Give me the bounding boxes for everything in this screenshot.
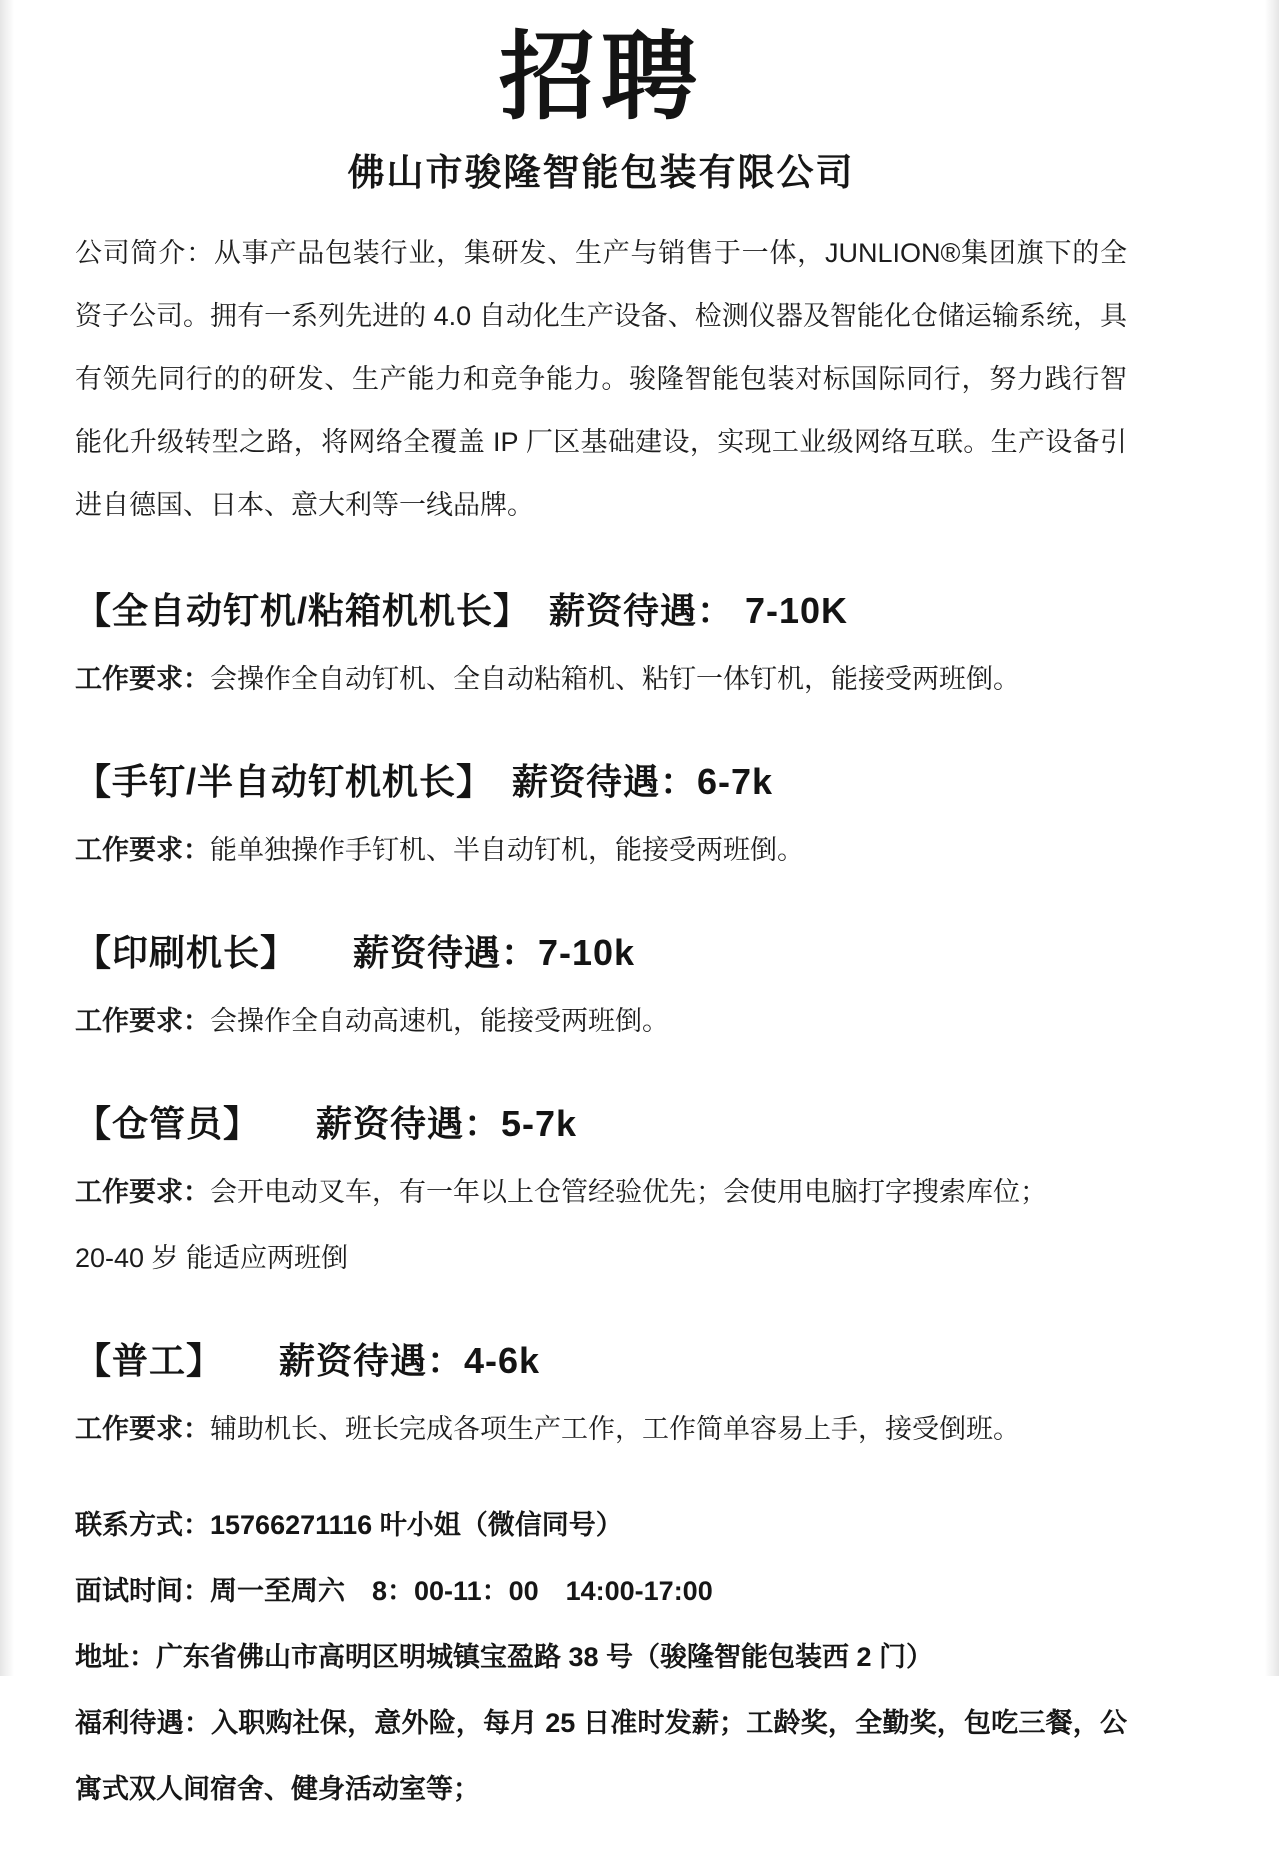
page-title: 招聘 bbox=[499, 24, 703, 131]
requirement-text: 会操作全自动高速机，能接受两班倒。 bbox=[210, 1005, 669, 1036]
job-requirement-continued bbox=[75, 1241, 1127, 1275]
job-section-warehouse-keeper bbox=[75, 1096, 1127, 1275]
job-title: 【仓管员】 薪资待遇：5-7k bbox=[75, 1102, 578, 1144]
company-name: 佛山市骏隆智能包装有限公司 bbox=[347, 151, 855, 193]
job-title: 【普工】 薪资待遇：4-6k bbox=[75, 1339, 541, 1381]
interview-time-label: 面试时间： bbox=[75, 1575, 210, 1606]
contact-info bbox=[75, 1492, 1127, 1822]
job-section-auto-nailing-machine-leader bbox=[75, 583, 1127, 696]
requirement-label: 工作要求： bbox=[75, 1005, 210, 1036]
company-intro bbox=[75, 222, 1127, 537]
contact-phone-value: 15766271116 叶小姐（微信同号） bbox=[210, 1509, 623, 1540]
requirement-text: 20-40 岁 能适应两班倒 bbox=[75, 1242, 349, 1273]
requirement-text: 会操作全自动钉机、全自动粘箱机、粘钉一体钉机，能接受两班倒。 bbox=[210, 663, 1020, 694]
job-section-hand-nailing-machine-leader bbox=[75, 754, 1127, 867]
job-requirement bbox=[75, 1175, 1127, 1209]
job-requirement bbox=[75, 833, 1127, 867]
job-title: 【手钉/半自动钉机机长】 薪资待遇：6-7k bbox=[75, 760, 774, 802]
interview-time bbox=[75, 1558, 1127, 1624]
address-label: 地址： bbox=[75, 1641, 156, 1672]
requirement-text: 能单独操作手钉机、半自动钉机，能接受两班倒。 bbox=[210, 834, 804, 865]
welfare-label: 福利待遇： bbox=[75, 1707, 212, 1738]
job-requirement bbox=[75, 662, 1127, 696]
contact-phone bbox=[75, 1492, 1127, 1558]
company-intro-label: 公司简介： bbox=[75, 237, 214, 268]
requirement-label: 工作要求： bbox=[75, 834, 210, 865]
job-title: 【全自动钉机/粘箱机机长】 薪资待遇： 7-10K bbox=[75, 589, 849, 631]
job-title: 【印刷机长】 薪资待遇：7-10k bbox=[75, 931, 636, 973]
requirement-text: 辅助机长、班长完成各项生产工作，工作简单容易上手，接受倒班。 bbox=[210, 1413, 1020, 1444]
job-section-general-worker bbox=[75, 1333, 1127, 1446]
welfare-value: 入职购社保，意外险，每月 25 日准时发薪；工龄奖，全勤奖，包吃三餐，公寓式双人间宿舍、健身活动室等； bbox=[75, 1707, 1127, 1804]
contact-phone-label: 联系方式： bbox=[75, 1509, 210, 1540]
job-requirement bbox=[75, 1004, 1127, 1038]
requirement-text: 会开电动叉车，有一年以上仓管经验优先；会使用电脑打字搜索库位； bbox=[210, 1176, 1047, 1207]
requirement-label: 工作要求： bbox=[75, 1413, 210, 1444]
address bbox=[75, 1624, 1127, 1690]
company-intro-text: 从事产品包装行业，集研发、生产与销售于一体，JUNLION®集团旗下的全资子公司。拥有一系列先进的 4.0 自动化生产设备、检测仪器及智能化仓储运输系统，具有领先同行的的研发、生产能力和竞争能力。骏隆智能包装对标国际同行，努力践行智能化升级转型之路，将网络全覆盖 IP 厂区基础建设，实现工业级网络互联。生产设备引进自德国、日本、意大利等一线品牌。 bbox=[75, 237, 1128, 520]
requirement-label: 工作要求： bbox=[75, 1176, 210, 1207]
interview-time-value: 周一至周六 8：00-11：00 14:00-17:00 bbox=[210, 1575, 713, 1606]
job-requirement bbox=[75, 1412, 1127, 1446]
address-value: 广东省佛山市高明区明城镇宝盈路 38 号（骏隆智能包装西 2 门） bbox=[156, 1641, 934, 1672]
welfare bbox=[75, 1690, 1127, 1822]
job-section-printing-machine-leader bbox=[75, 925, 1127, 1038]
requirement-label: 工作要求： bbox=[75, 663, 210, 694]
